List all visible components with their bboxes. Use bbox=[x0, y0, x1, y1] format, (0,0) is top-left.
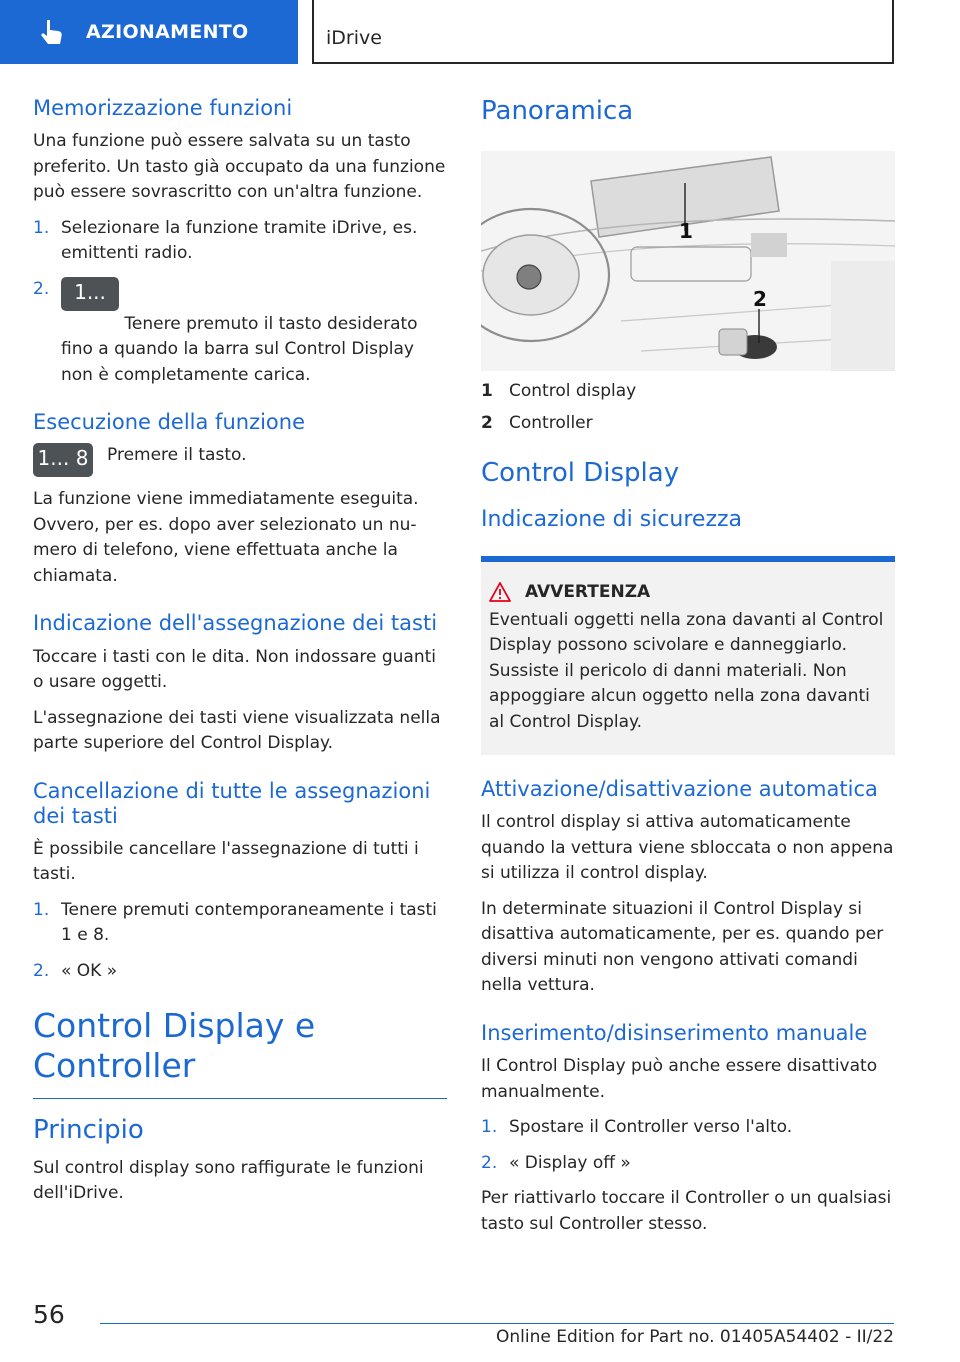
section-tab bbox=[0, 0, 298, 64]
footer-edition: Online Edition for Part no. 01405A54402 - II/22 bbox=[495, 1327, 894, 1347]
legend-row bbox=[481, 379, 895, 405]
heading-sicurezza: Indicazione di sicurezza bbox=[481, 507, 743, 533]
paragraph-automatica-2: In determinate situazioni il Control Display si disattiva automaticamente, per es. quando per diversi minuti non vengono attivati comandi nella vettura. bbox=[481, 898, 884, 996]
heading-control-display: Control Display bbox=[481, 458, 680, 489]
list-item bbox=[481, 1151, 895, 1177]
list-item bbox=[33, 216, 447, 267]
step-number: 2. bbox=[33, 960, 50, 981]
figure-legend bbox=[481, 379, 895, 436]
heading-esecuzione: Esecuzione della funzione bbox=[33, 410, 306, 435]
hand-touch-icon bbox=[38, 18, 64, 46]
warning-triangle-icon bbox=[489, 582, 511, 602]
step-number: 2. bbox=[33, 278, 50, 299]
favorite-key-icon: 1... 8 bbox=[33, 443, 93, 477]
list-item bbox=[33, 277, 447, 389]
legend-text: Controller bbox=[509, 412, 593, 433]
heading-manuale: Inserimento/disinserimento manuale bbox=[481, 1020, 868, 1045]
steps-manuale bbox=[481, 1115, 895, 1176]
dashboard-drawing bbox=[481, 151, 895, 371]
paragraph-principio: Sul control display sono raffigurate le funzioni dell'iDrive. bbox=[33, 1157, 424, 1204]
left-column bbox=[33, 96, 447, 1217]
step-text bbox=[61, 277, 447, 389]
legend-number: 1 bbox=[481, 381, 493, 402]
step-text: « Display off » bbox=[509, 1152, 631, 1173]
footer-divider bbox=[100, 1323, 894, 1324]
step-text: Selezionare la funzione tramite iDrive, es. emittenti radio. bbox=[61, 217, 418, 264]
topic-box bbox=[312, 0, 894, 64]
chapter-title: Control Display e Controller bbox=[33, 1006, 447, 1098]
step-text-body: Tenere premuto il tasto desiderato fino a quando la barra sul Control Display non è completamente carica. bbox=[61, 313, 418, 385]
paragraph-indicazione-1: Toccare i tasti con le dita. Non indossare guanti o usare oggetti. bbox=[33, 646, 437, 693]
heading-panoramica: Panoramica bbox=[481, 96, 634, 126]
figure-label-1: 1 bbox=[679, 219, 693, 244]
list-item bbox=[33, 898, 447, 949]
step-number: 1. bbox=[481, 1117, 498, 1138]
list-item bbox=[481, 1115, 895, 1141]
heading-memorizzazione: Memorizzazione funzioni bbox=[33, 96, 293, 120]
steps-cancellazione bbox=[33, 898, 447, 985]
section-title: AZIONAMENTO bbox=[86, 21, 249, 43]
figure-label-2: 2 bbox=[753, 287, 767, 312]
list-item bbox=[33, 959, 447, 985]
page-number: 56 bbox=[33, 1300, 65, 1329]
step-number: 1. bbox=[33, 217, 50, 238]
legend-row bbox=[481, 411, 895, 437]
favorite-key-icon: 1... 8 bbox=[61, 277, 119, 311]
warning-title: AVVERTENZA bbox=[525, 581, 651, 602]
step-number: 2. bbox=[481, 1152, 498, 1173]
warning-box bbox=[481, 556, 895, 756]
dashboard-illustration bbox=[481, 151, 895, 371]
exec-row bbox=[33, 443, 447, 477]
heading-principio: Principio bbox=[33, 1114, 144, 1145]
step-text: « OK » bbox=[61, 960, 118, 981]
paragraph-memorizzazione: Una funzione può essere salvata su un tasto preferito. Un tasto già occupato da una funzione può essere sovrascritto con un'altra funzione. bbox=[33, 131, 446, 203]
steps-memorizzazione bbox=[33, 216, 447, 389]
step-text: Spostare il Controller verso l'alto. bbox=[509, 1117, 793, 1138]
step-number: 1. bbox=[33, 899, 50, 920]
heading-indicazione: Indicazione dell'assegnazione dei tasti bbox=[33, 611, 438, 636]
exec-press-text: Premere il tasto. bbox=[107, 445, 247, 466]
heading-automatica: Attivazione/disattivazione automatica bbox=[481, 777, 878, 802]
legend-number: 2 bbox=[481, 412, 493, 433]
paragraph-automatica-1: Il control display si attiva automaticamente quando la vettura viene sbloccata o non appena si utilizza il control display. bbox=[481, 812, 894, 884]
warning-header bbox=[489, 582, 887, 602]
paragraph-manuale: Il Control Display può anche essere disattivato manualmente. bbox=[481, 1056, 878, 1102]
legend-text: Control display bbox=[509, 381, 637, 402]
topic-title: iDrive bbox=[326, 27, 382, 49]
paragraph-esecuzione: La funzione viene immediatamente eseguita. Ovvero, per es. dopo aver selezionato un numero di telefono, viene effettuata anche la chiamata. bbox=[33, 489, 419, 586]
warning-text: Eventuali oggetti nella zona davanti al Control Display possono scivolare e danneggiarlo. Sussiste il pericolo di danni materiali. Non appoggiare alcun oggetto nella zona davanti al Control Display. bbox=[489, 609, 884, 732]
paragraph-indicazione-2: L'assegnazione dei tasti viene visualizzata nella parte superiore del Control Display. bbox=[33, 707, 441, 754]
right-column bbox=[481, 96, 895, 1247]
step-text: Tenere premuti contemporaneamente i tasti 1 e 8. bbox=[61, 899, 437, 946]
paragraph-cancellazione: È possibile cancellare l'assegnazione di tutti i tasti. bbox=[33, 838, 419, 885]
heading-cancellazione: Cancellazione di tutte le assegnazioni dei tasti bbox=[33, 778, 431, 828]
paragraph-riattivare: Per riattivarlo toccare il Controller o un qualsiasi tasto sul Controller stesso. bbox=[481, 1188, 892, 1234]
